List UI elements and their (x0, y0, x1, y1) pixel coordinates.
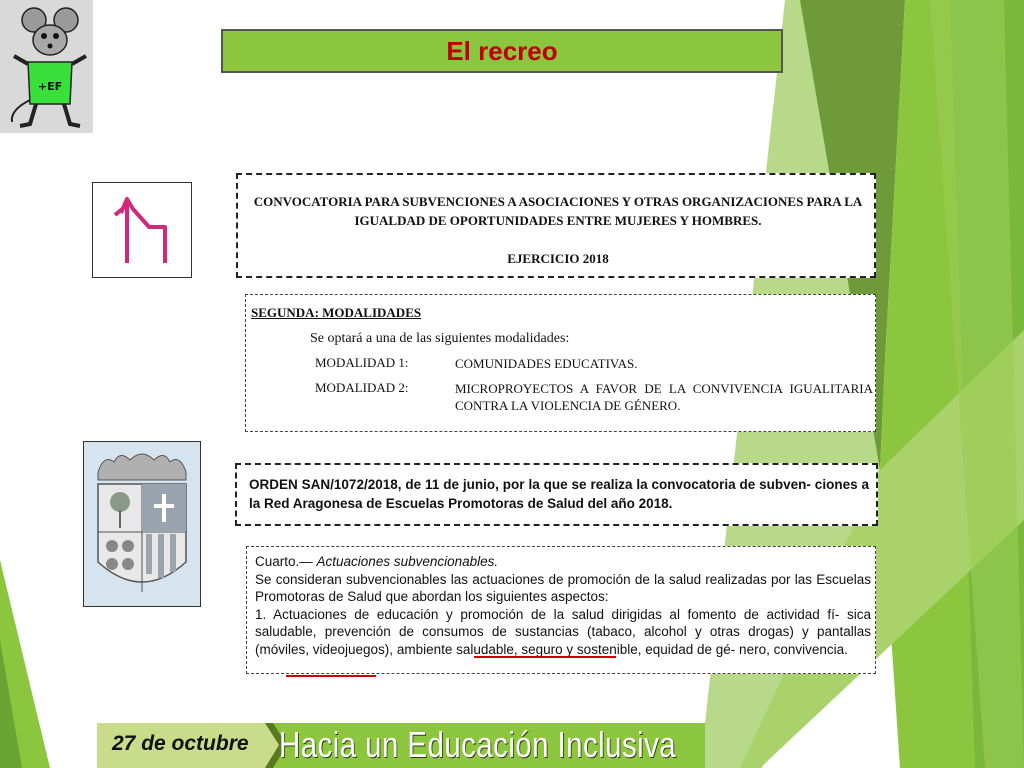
cuarto-paragraph: Se consideran subvencionables las actuaciones de promoción de la salud realizadas por las Escuelas Promotoras de Salud que abordan los siguientes aspectos: (255, 571, 871, 604)
cuarto-box (246, 546, 876, 674)
cuarto-heading-title: Actuaciones subvencionables. (316, 554, 499, 569)
convocatoria-title: CONVOCATORIA PARA SUBVENCIONES A ASOCIACIONES Y OTRAS ORGANIZACIONES PARA LA IGUALDAD DE OPORTUNIDADES ENTRE MUJERES Y HOMBRES. (253, 194, 863, 228)
red-underline-ambiente (474, 656, 616, 658)
modalidades-heading: SEGUNDA: MODALIDADES (251, 305, 422, 320)
red-underline-convivencia (286, 675, 376, 677)
cuarto-item-end: . (844, 641, 848, 657)
convocatoria-box (236, 173, 876, 278)
cuarto-item-start: 1. Actuaciones de educación y promoción de la salud dirigidas al fomento de actividad fí- sica saludable, prevención de consumos de sustancias (tabaco, alcohol y otras drogas) y pantallas (móviles, videojuegos), (255, 606, 871, 657)
underlined-phrase-convivencia: convivencia (773, 641, 845, 657)
modalidades-intro: Se optará a una de las siguientes modalidades: (310, 331, 570, 346)
mascot-shirt-label: +EF (37, 80, 63, 93)
cuarto-heading-prefix: Cuarto.— (255, 554, 317, 569)
banner-title: Hacia un Educación Inclusiva (279, 724, 677, 765)
cuarto-item-1 (255, 606, 871, 659)
slide-title-box (221, 29, 783, 73)
footer-banner (97, 723, 705, 768)
horse-logo-image (92, 182, 192, 278)
modalidad-1-text: COMUNIDADES EDUCATIVAS. (455, 356, 638, 371)
modalidad-1-label: MODALIDAD 1: (315, 355, 409, 370)
modalidades-box (245, 294, 876, 432)
coat-of-arms-image (83, 441, 201, 607)
convocatoria-year: EJERCICIO 2018 (507, 251, 609, 266)
orden-box (235, 463, 878, 526)
cuarto-item-middle: , seguro y sostenible, equidad de gé- nero, (513, 641, 774, 657)
mouse-mascot-image (0, 0, 93, 133)
slide-title: El recreo (446, 35, 558, 66)
banner-date: 27 de octubre (112, 732, 249, 755)
underlined-phrase-ambiente: ambiente saludable (396, 641, 514, 657)
cuarto-text (255, 553, 871, 658)
cuarto-heading (255, 553, 871, 571)
modalidad-2-label: MODALIDAD 2: (315, 380, 409, 395)
orden-text: ORDEN SAN/1072/2018, de 11 de junio, por la que se realiza la convocatoria de subven- ciones a la Red Aragonesa de Escuelas Promotoras de Salud del año 2018. (249, 477, 869, 511)
modalidad-2-text: MICROPROYECTOS A FAVOR DE LA CONVIVENCIA IGUALITARIA CONTRA LA VIOLENCIA DE GÉNERO. (455, 381, 873, 413)
